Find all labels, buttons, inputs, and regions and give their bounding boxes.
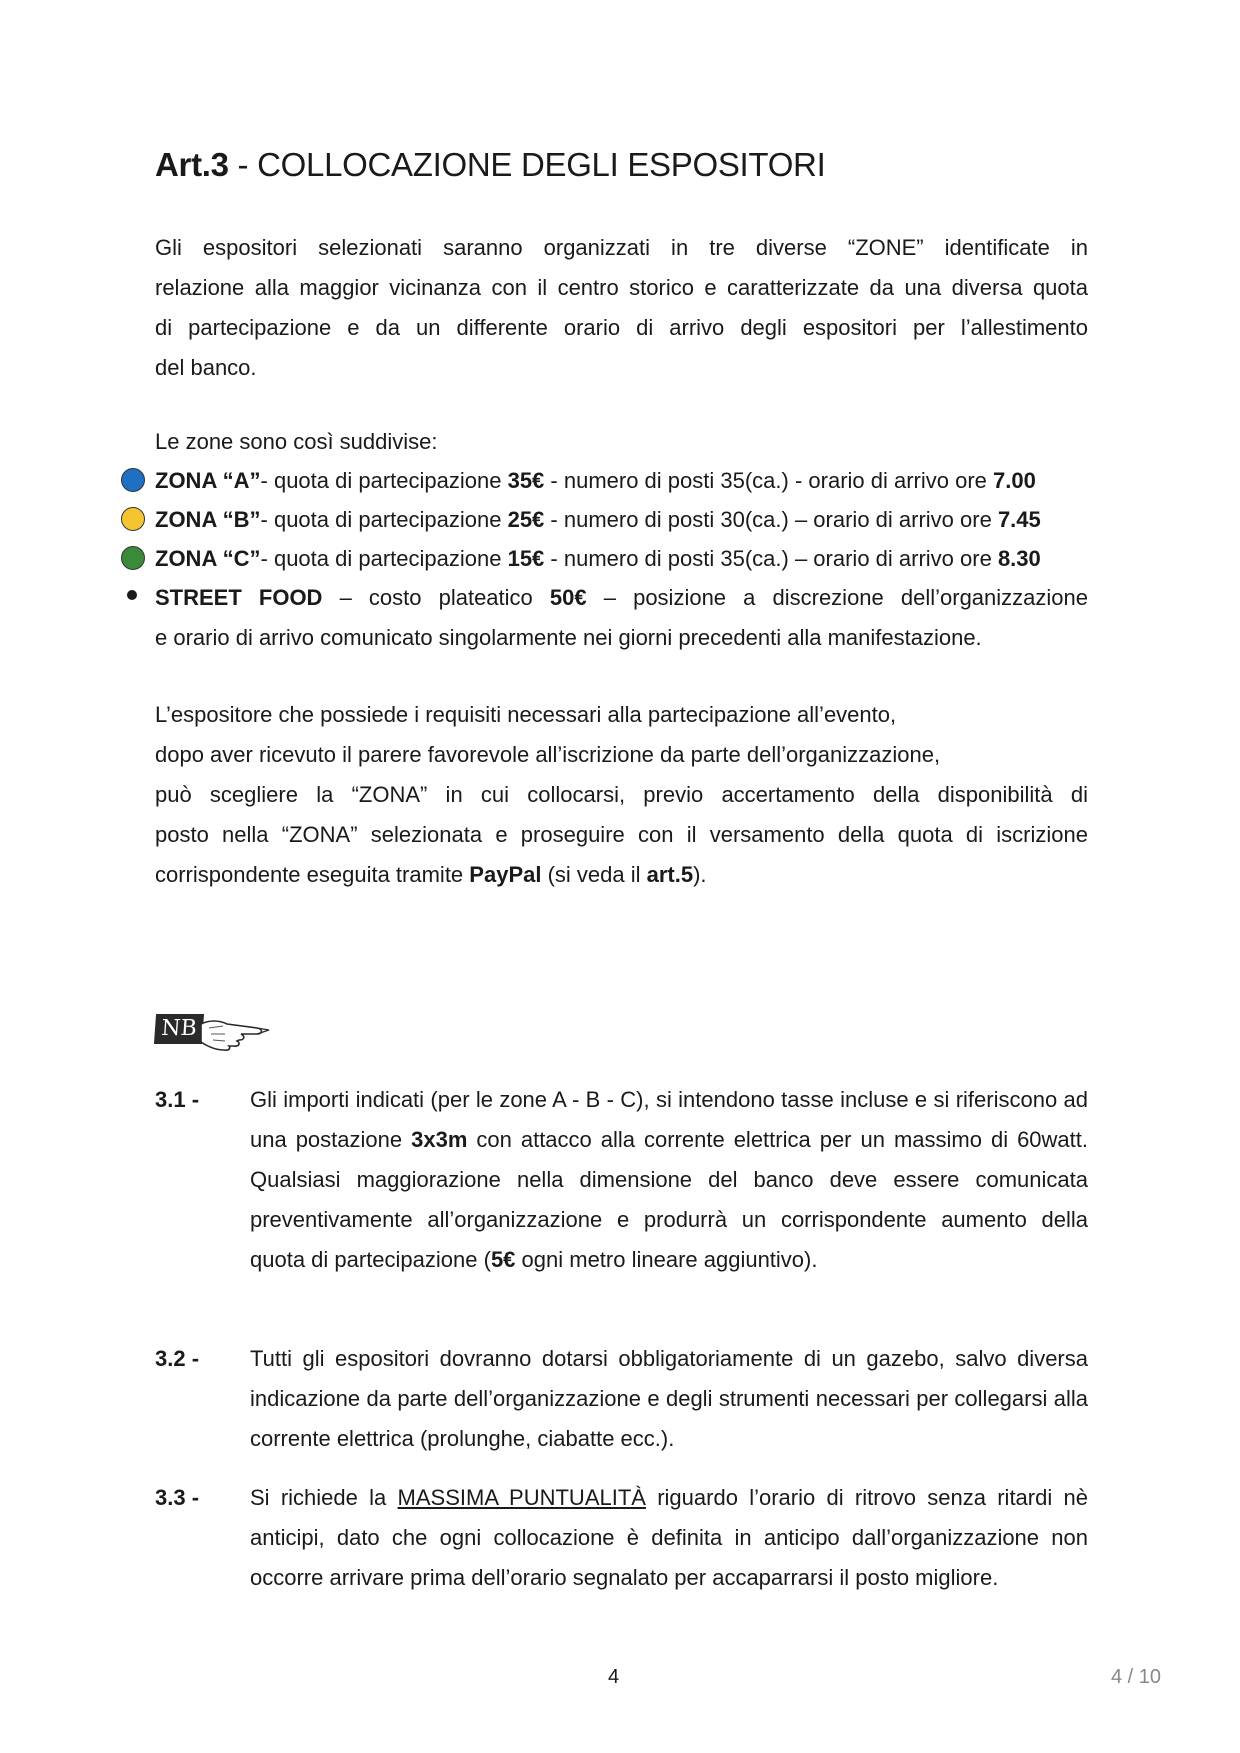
paragraph-text: ). <box>693 862 707 887</box>
title-separator: - <box>228 146 258 183</box>
zone-b-row <box>155 500 1088 540</box>
item-text: con attacco alla corrente elettrica per un massimo di 60watt. Qualsiasi maggiorazione nella dimensione del banco deve essere comunicata preventivamente all’organizzazione e produrrà un corrispondente aumento della quota di partecipazione ( <box>250 1127 1089 1272</box>
paragraph-line <box>155 855 1088 895</box>
article-reference: art.5 <box>646 862 694 887</box>
paragraph-text: corrispondente eseguita tramite <box>155 862 470 887</box>
paragraph-text: (si veda il <box>541 862 647 887</box>
item-text: riguardo l’orario di ritrovo senza ritardi nè anticipi, dato che ogni collocazione è definita in anticipo dall’organizzazione non occorre arrivare prima dell’orario segnalato per accaparrarsi il posto migliore. <box>250 1485 1088 1590</box>
item-3-1-text <box>250 1080 1088 1280</box>
paragraph-line: posto nella “ZONA” selezionata e proseguire con il versamento della quota di iscrizione <box>155 822 1088 847</box>
zone-a-blue-dot-icon <box>121 468 145 492</box>
zone-text: - quota di partecipazione <box>260 546 508 571</box>
item-text: ogni metro lineare aggiuntivo). <box>515 1247 818 1272</box>
intro-line: del banco. <box>155 355 257 380</box>
pointing-hand-icon <box>199 1010 279 1054</box>
punctuality-emphasis: MASSIMA PUNTUALITÀ <box>397 1485 646 1510</box>
street-food-name: STREET FOOD <box>155 585 323 610</box>
paragraph-line: dopo aver ricevuto il parere favorevole all’iscrizione da parte dell’organizzazione, <box>155 742 941 767</box>
bullet-icon <box>127 590 137 600</box>
intro-paragraph <box>155 228 1088 388</box>
zone-name: ZONA “B” <box>155 507 261 532</box>
page-indicator: 4 / 10 <box>1110 1666 1161 1688</box>
article-number: Art.3 <box>155 146 229 183</box>
intro-line: Gli espositori selezionati saranno organizzati in tre diverse “ZONE” identificate in <box>155 235 1088 260</box>
zone-text: - numero di posti 35(ca.) - orario di arrivo ore <box>544 468 994 493</box>
street-food-item <box>155 578 1088 658</box>
zone-text: - numero di posti 35(ca.) – orario di arrivo ore <box>544 546 998 571</box>
zone-name: ZONA “A” <box>155 468 261 493</box>
zone-time: 7.00 <box>993 468 1036 493</box>
item-text: Gli importi indicati (per le zone A - B - C), si intendono tasse incluse e si riferiscono ad una postazione <box>250 1087 1088 1152</box>
street-food-text: – posizione a discrezione dell’organizzazione <box>586 585 1088 610</box>
zone-price: 35€ <box>507 468 545 493</box>
zone-text: - quota di partecipazione <box>260 468 508 493</box>
zone-price: 15€ <box>507 546 545 571</box>
zone-b-yellow-dot-icon <box>121 507 145 531</box>
item-text: Si richiede la <box>250 1485 398 1510</box>
zone-time: 7.45 <box>997 507 1041 532</box>
street-food-line <box>155 578 1088 618</box>
zone-name: ZONA “C” <box>155 546 261 571</box>
paypal-label: PayPal <box>469 862 542 887</box>
street-food-price: 50€ <box>549 585 587 610</box>
item-size: 3x3m <box>411 1127 468 1152</box>
zone-time: 8.30 <box>997 546 1041 571</box>
second-paragraph <box>155 695 1088 895</box>
item-price: 5€ <box>490 1247 516 1272</box>
item-3-3-text <box>250 1478 1088 1598</box>
paragraph-line: può scegliere la “ZONA” in cui collocarsi, previo accertamento della disponibilità di <box>155 782 1088 807</box>
street-food-line: e orario di arrivo comunicato singolarmente nei giorni precedenti alla manifestazione. <box>155 625 982 650</box>
nb-note-marker <box>155 1010 275 1054</box>
item-number: 3.3 - <box>155 1485 200 1510</box>
item-3-2-text: Tutti gli espositori dovranno dotarsi obbligatoriamente di un gazebo, salvo diversa indicazione da parte dell’organizzazione e degli strumenti necessari per collegarsi alla corrente elettrica (prolunghe, ciabatte ecc.). <box>250 1346 1088 1451</box>
nb-label: NB <box>154 1014 204 1044</box>
zone-c-green-dot-icon <box>121 546 145 570</box>
intro-line: di partecipazione e da un differente orario di arrivo degli espositori per l’allestimento <box>155 315 1088 340</box>
item-number: 3.2 - <box>155 1346 200 1371</box>
article-title <box>155 146 825 184</box>
zone-a-row <box>155 461 1088 501</box>
zone-text: - quota di partecipazione <box>260 507 508 532</box>
zone-text: - numero di posti 30(ca.) – orario di arrivo ore <box>544 507 998 532</box>
zone-c-row <box>155 539 1088 579</box>
paragraph-line: L’espositore che possiede i requisiti necessari alla partecipazione all’evento, <box>155 702 897 727</box>
zone-price: 25€ <box>507 507 545 532</box>
item-number: 3.1 - <box>155 1087 200 1112</box>
street-food-text: – costo plateatico <box>322 585 550 610</box>
article-heading: COLLOCAZIONE DEGLI ESPOSITORI <box>257 146 826 183</box>
zones-intro: Le zone sono così suddivise: <box>155 429 438 454</box>
page-number: 4 <box>608 1666 620 1688</box>
intro-line: relazione alla maggior vicinanza con il centro storico e caratterizzate da una diversa quota <box>155 275 1088 300</box>
